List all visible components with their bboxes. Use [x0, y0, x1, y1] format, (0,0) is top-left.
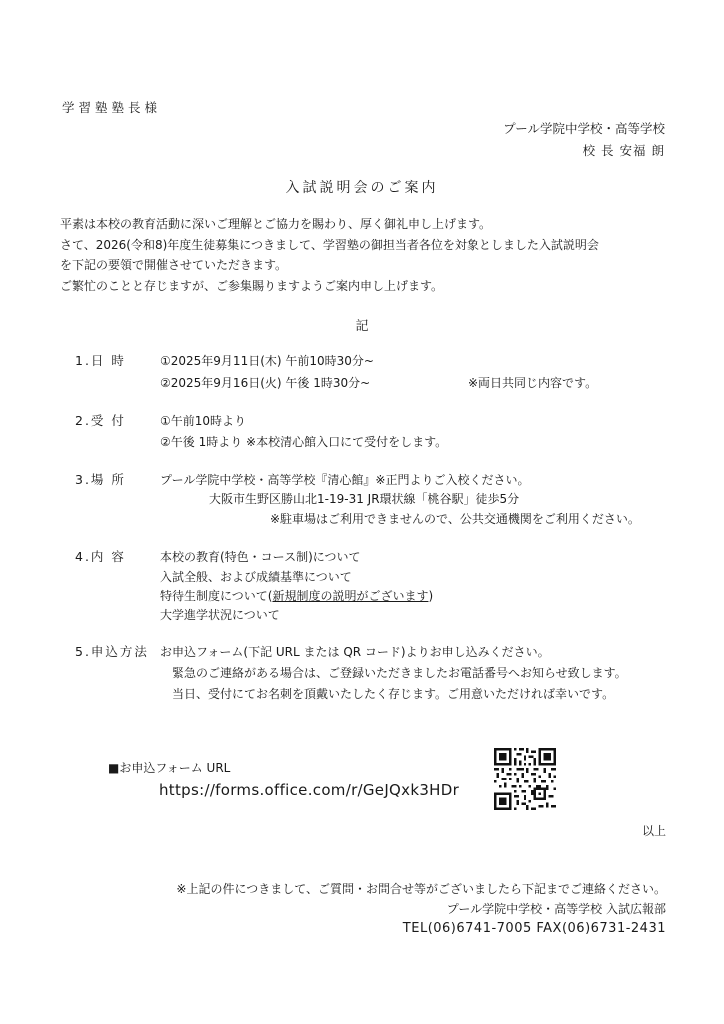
- section-reception-label: 2.受 付: [75, 413, 126, 428]
- content-line-1: 本校の教育(特色・コース制)について: [160, 550, 361, 564]
- reception-line-2: ②午後 1時より ※本校清心館入口にて受付をします。: [160, 435, 448, 449]
- footer-contact: TEL(06)6741-7005 FAX(06)6731-2431: [402, 921, 666, 936]
- apply-line-2: 緊急のご連絡がある場合は、ご登録いただきましたお電話番号へお知らせ致します。: [172, 666, 627, 680]
- greeting-line-2: さて、2026(令和8)年度生徒募集につきまして、学習塾の御担当者各位を対象としました入試説明会: [60, 238, 599, 252]
- sender-name: 校 長 安福 朗: [582, 143, 665, 158]
- sender-organization: プール学院中学校・高等学校: [503, 121, 665, 136]
- content-line-3: [160, 587, 433, 605]
- content-line-3-post: ): [428, 589, 434, 603]
- qr-code[interactable]: [494, 748, 556, 810]
- greeting-line-3: を下記の要領で開催させていただきます。: [60, 258, 288, 272]
- addressee: 学習塾塾長様: [62, 100, 162, 115]
- greeting-line-4: ご繁忙のことと存じますが、ご参集賜りますようご案内申し上げます。: [60, 279, 444, 293]
- place-line-1: プール学院中学校・高等学校『清心館』※正門よりご入校ください。: [160, 473, 530, 487]
- form-url-label: ■お申込フォーム URL: [108, 761, 231, 775]
- section-apply-label: 5.申込方法: [75, 644, 149, 659]
- date-line-2: ②2025年9月16日(火) 午後 1時30分~: [160, 376, 371, 390]
- date-note: ※両日共同じ内容です。: [468, 376, 598, 390]
- date-line-1: ①2025年9月11日(木) 午前10時30分~: [160, 354, 374, 368]
- place-line-2: 大阪市生野区勝山北1-19-31 JR環状線「桃谷駅」徒歩5分: [209, 492, 520, 506]
- closing-ijou: 以上: [641, 824, 666, 838]
- section-place-label: 3.場 所: [75, 472, 126, 487]
- document-title: 入試説明会のご案内: [285, 180, 439, 196]
- ki-heading: 記: [355, 319, 369, 334]
- content-line-4: 大学進学状況について: [160, 608, 280, 622]
- place-line-3: ※駐車場はご利用できませんので、公共交通機関をご利用ください。: [270, 512, 640, 526]
- section-content-label: 4.内 容: [75, 549, 126, 564]
- reception-line-1: ①午前10時より: [160, 414, 247, 428]
- new-system-note: 新規制度の説明がございます: [272, 589, 429, 603]
- footer-department: プール学院中学校・高等学校 入試広報部: [446, 902, 666, 916]
- section-date-label: 1.日 時: [75, 353, 126, 368]
- apply-line-3: 当日、受付にてお名刺を頂戴いたしたく存じます。ご用意いただければ幸いです。: [172, 687, 615, 701]
- content-line-3-pre: 特待生制度について(: [160, 589, 273, 603]
- greeting-line-1: 平素は本校の教育活動に深いご理解とご協力を賜わり、厚く御礼申し上げます。: [60, 217, 492, 231]
- form-url-link[interactable]: https://forms.office.com/r/GeJQxk3HDr: [159, 781, 460, 799]
- apply-line-1: お申込フォーム(下記 URL または QR コード)よりお申し込みください。: [160, 645, 550, 659]
- footer-note: ※上記の件につきまして、ご質問・お問合せ等がございましたら下記までご連絡ください。: [176, 882, 666, 896]
- content-line-2: 入試全般、および成績基準について: [160, 570, 352, 584]
